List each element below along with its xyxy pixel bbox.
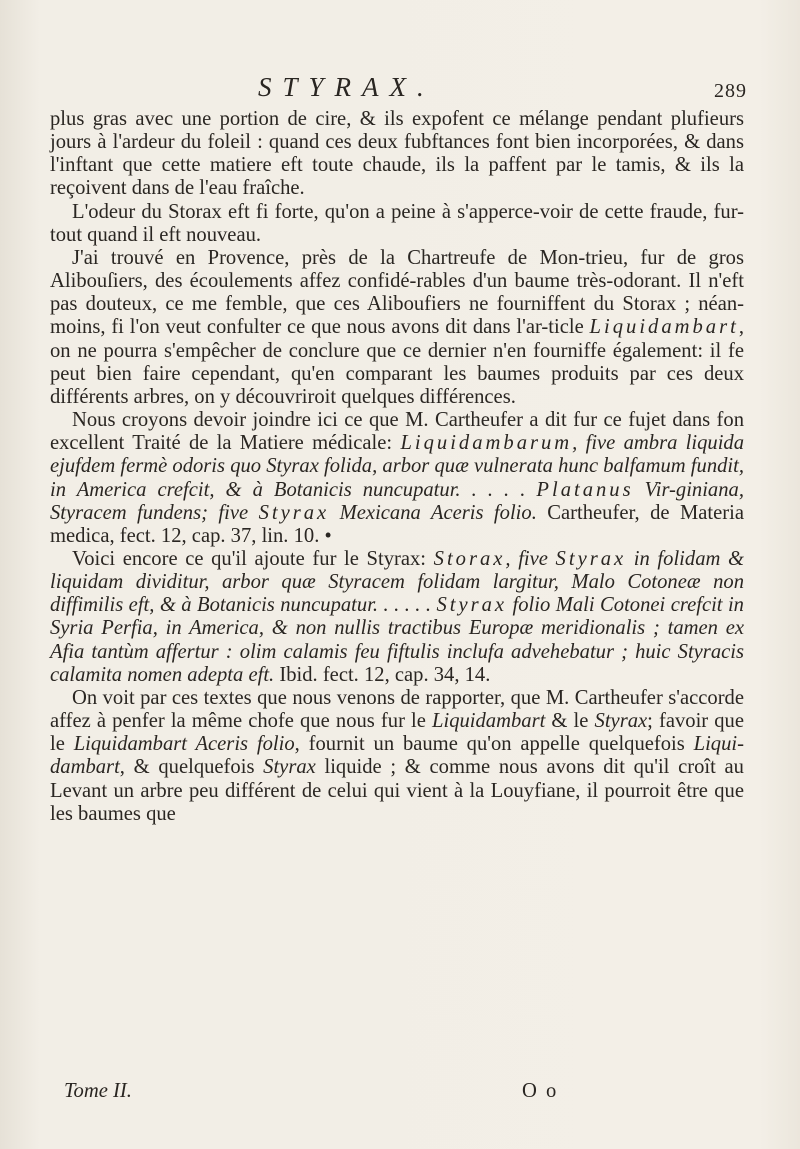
running-title: STYRAX. — [258, 72, 435, 102]
text-run: plus gras avec une portion de cire, & ils expofent ce mélange pendant plufieurs jours à l'ardeur du foleil : quand ces deux fubftances font bien incorporées, & dans l'inftant que cette matiere eft toute chaude, ils la paffent par le tamis, & ils la reçoivent dans de l'eau fraîche. — [50, 108, 744, 200]
italic-text: Liqui-dambart — [50, 733, 744, 779]
text-run: , on ne pourra s'empêcher de conclure que ce dernier n'en fourniffe également: il fe peut bien faire cependant, qu'en comparant les baumes produits par ces deux différents arbres, on y découvriroit quelques différences. — [50, 316, 744, 408]
text-run: , & quelquefois — [119, 756, 264, 779]
small-caps-term: Platanus — [536, 478, 634, 501]
text-run: On voit par ces textes que nous venons de rapporter, que M. Cartheufer s'accorde affez à penfer la même chofe que nous fur le — [50, 686, 744, 733]
text-run: liquide ; & comme nous avons dit qu'il croît au Levant un arbre peu différent de celui qui vient à la Louyfiane, il pourroit être que les baumes que — [50, 756, 744, 825]
paragraph — [50, 548, 744, 687]
text-run: , fournit un baume qu'on appelle quelquefois — [294, 733, 694, 756]
italic-text: in folidam & liquidam dividitur, arbor quæ Styracem folidam largitur, Malo Cotoneæ non diffimilis eft, & à Botanicis nuncupatur. . . . . . — [50, 547, 744, 617]
italic-text: Vir-giniana, Styracem fundens; five — [50, 478, 744, 524]
italic-text: Liquidambart Aceris folio — [73, 733, 295, 756]
small-caps-term: Styrax — [436, 594, 508, 617]
small-caps-term: Styrax — [258, 501, 330, 524]
text-run: Ibid. fect. 12, cap. 34, 14. — [274, 663, 491, 686]
italic-text: Styrax — [594, 710, 648, 733]
page-footer — [50, 1080, 744, 1106]
paragraph — [50, 687, 744, 826]
italic-text: , five — [505, 547, 556, 570]
text-run: J'ai trouvé en Provence, près de la Chartreufe de Mon-trieu, fur de gros Alibouſiers, des écoulements affez confidé-rables d'un baume très-odorant. Il n'eft pas douteux, ce me femble, que ces Aliboufiers ne fourniffent du Storax ; néan-moins, fi l'on veut confulter ce que nous avons dit dans l'ar-ticle — [50, 246, 744, 339]
text-run: Nous croyons devoir joindre ici ce que M. Cartheufer a dit fur ce fujet dans fon excellent Traité de la Matiere médicale: — [50, 409, 744, 455]
paragraph — [50, 108, 744, 201]
printer-signature: O o — [522, 1080, 559, 1102]
text-run: Cartheufer, de Materia medica, fect. 12, cap. 37, lin. 10. • — [50, 501, 744, 547]
italic-text: Liquidambart — [432, 710, 546, 733]
paragraph — [50, 409, 744, 548]
italic-text: folio Mali Cotonei crefcit in Syria Perfia, in America, & non nullis tractibus Europæ meridionalis ; tamen ex Afia tantùm affertur : olim calamis feu fiftulis inclufa advehebatur ; huic Styracis calamita nomen adepta eft. — [50, 594, 744, 686]
page-number: 289 — [714, 80, 747, 102]
paragraph — [50, 247, 744, 409]
text-run: L'odeur du Storax eft fi forte, qu'on a peine à s'apperce-voir de cette fraude, fur-tout quand il eft nouveau. — [50, 200, 744, 246]
small-caps-term: Liquidambart — [589, 316, 739, 339]
volume-label: Tome II. — [64, 1080, 132, 1102]
text-run: & le — [545, 710, 595, 733]
italic-text: Mexicana Aceris folio. — [329, 501, 537, 524]
italic-text: Styrax — [263, 756, 316, 779]
italic-text: , five ambra liquida ejufdem fermè odoris quo Styrax folida, arbor quæ vulnerata hunc balfamum fundit, in America crefcit, & à Botanicis nuncupatur. . . . . — [50, 432, 745, 501]
small-caps-term: Styrax — [555, 547, 627, 570]
small-caps-term: Storax — [433, 547, 506, 570]
text-run: ; favoir que le — [50, 710, 744, 756]
body-text — [50, 108, 744, 826]
small-caps-term: Liquidambarum — [400, 432, 573, 455]
paragraph — [50, 201, 744, 247]
page-header — [0, 72, 800, 108]
text-run: Voici encore ce qu'il ajoute fur le Styrax: — [72, 547, 434, 570]
